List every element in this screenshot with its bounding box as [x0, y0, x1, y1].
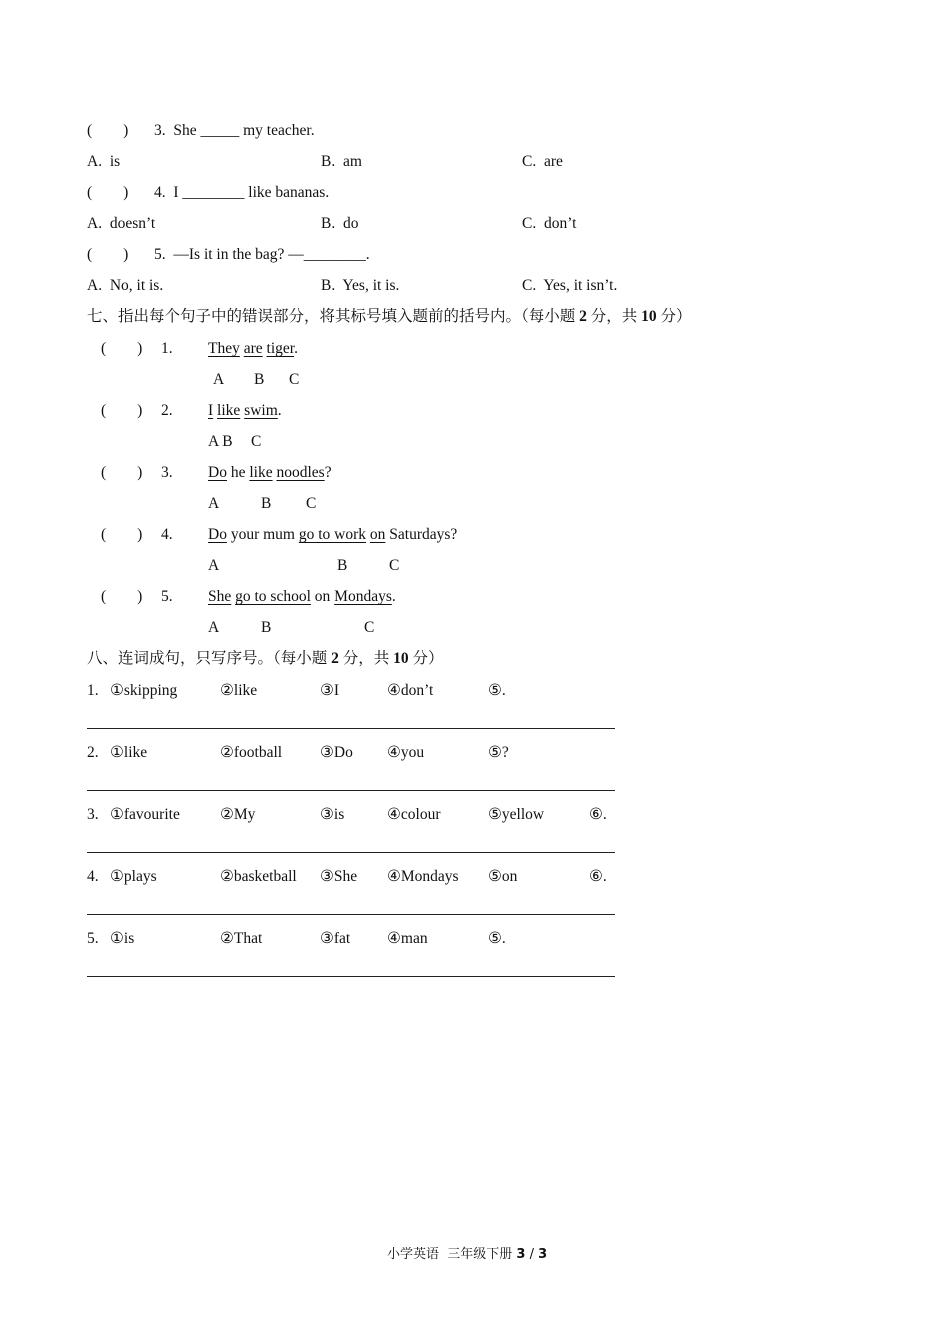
error-sentence	[208, 587, 396, 607]
part-letter: C	[289, 371, 300, 388]
word-chip: ③is	[320, 806, 345, 823]
question-number: 1.	[87, 682, 99, 699]
part-letter: C	[251, 433, 262, 450]
part-letter: A	[208, 619, 220, 636]
question-number: 1.	[161, 340, 173, 357]
word-chip: ④man	[387, 930, 428, 947]
sentence-text: he	[226, 464, 250, 481]
mc-q4-option-b: B. do	[321, 215, 359, 232]
part-letter: B	[254, 371, 265, 388]
answer-line[interactable]	[87, 976, 615, 977]
part-letter: B	[261, 619, 272, 636]
underlined-part: go to work	[298, 526, 367, 543]
question-number: 3.	[161, 464, 173, 481]
underlined-part: They	[208, 340, 240, 357]
error-sentence	[208, 463, 332, 483]
underlined-part: Mondays	[334, 588, 392, 605]
underlined-part: go to school	[235, 588, 311, 605]
part-letter: C	[364, 619, 375, 636]
word-chip: ④Mondays	[387, 868, 459, 885]
underlined-part: noodles	[276, 464, 325, 481]
answer-paren: ( )	[101, 340, 143, 357]
answer-line[interactable]	[87, 852, 615, 853]
mc-q3-option-b: B. am	[321, 153, 362, 170]
question-number: 3.	[87, 806, 99, 823]
sentence-text: on	[310, 588, 335, 605]
word-chip: ②That	[220, 930, 263, 947]
question-number: 2.	[87, 744, 99, 761]
word-chip: ④colour	[387, 806, 441, 823]
underlined-part: are	[243, 340, 263, 357]
word-chip: ⑤on	[488, 868, 518, 885]
underlined-part: I	[208, 402, 214, 419]
underlined-part: swim	[244, 402, 278, 419]
footer-page: 3	[516, 1247, 526, 1262]
footer-total: 3	[538, 1247, 548, 1262]
section8-title: 八、连词成句，只写序号。（每小题 2 分，共 10 分）	[87, 650, 444, 667]
mc-q5-option-c: C. Yes, it isn’t.	[522, 277, 618, 294]
mc-q5-stem: 5. —Is it in the bag? —________.	[154, 246, 370, 263]
answer-paren: ( )	[101, 588, 143, 605]
question-number: 4.	[87, 868, 99, 885]
word-chip: ③She	[320, 868, 358, 885]
mc-q4-stem: 4. I ________ like bananas.	[154, 184, 330, 201]
answer-line[interactable]	[87, 728, 615, 729]
word-chip: ②football	[220, 744, 283, 761]
underlined-part: Do	[208, 526, 227, 543]
footer-subject: 小学英语 三年级下册	[387, 1247, 517, 1262]
mc-q3-paren: ( )	[87, 122, 129, 139]
page-footer: 小学英语 三年级下册 3 / 3	[387, 1247, 548, 1262]
question-number: 5.	[161, 588, 173, 605]
underlined-part: like	[217, 402, 241, 419]
question-number: 2.	[161, 402, 173, 419]
word-chip: ①skipping	[110, 682, 178, 699]
part-letter: B	[337, 557, 348, 574]
word-chip: ③Do	[320, 744, 353, 761]
part-letter: A	[208, 557, 220, 574]
word-chip: ④you	[387, 744, 425, 761]
question-number: 5.	[87, 930, 99, 947]
section7-title: 七、指出每个句子中的错误部分，将其标号填入题前的括号内。（每小题 2 分，共 10 分）	[87, 308, 692, 325]
underlined-part: like	[249, 464, 273, 481]
error-sentence	[208, 401, 282, 421]
part-letter: B	[261, 495, 272, 512]
mc-q3-stem: 3. She _____ my teacher.	[154, 122, 315, 139]
part-letter: A	[213, 371, 225, 388]
word-chip: ⑥.	[589, 806, 607, 823]
sentence-text: .	[294, 340, 298, 357]
answer-line[interactable]	[87, 790, 615, 791]
word-chip: ③fat	[320, 930, 351, 947]
underlined-part: tiger	[266, 340, 295, 357]
part-letter: A	[208, 495, 220, 512]
word-chip: ③I	[320, 682, 340, 699]
part-letter: A B	[208, 433, 233, 450]
answer-paren: ( )	[101, 402, 143, 419]
sentence-text: your mum	[226, 526, 299, 543]
mc-q3-option-a: A. is	[87, 153, 121, 170]
mc-q4-paren: ( )	[87, 184, 129, 201]
sentence-text: .	[277, 402, 282, 419]
word-chip: ①is	[110, 930, 135, 947]
word-chip: ②basketball	[220, 868, 297, 885]
part-letter: C	[306, 495, 317, 512]
word-chip: ①like	[110, 744, 148, 761]
answer-line[interactable]	[87, 914, 615, 915]
word-chip: ④don’t	[387, 682, 434, 699]
sentence-text: ?	[324, 464, 332, 481]
mc-q4-option-c: C. don’t	[522, 215, 577, 232]
error-sentence	[208, 339, 298, 359]
word-chip: ①favourite	[110, 806, 180, 823]
word-chip: ①plays	[110, 868, 157, 885]
word-chip: ⑤?	[488, 744, 509, 761]
mc-q3-option-c: C. are	[522, 153, 563, 170]
underlined-part: on	[369, 526, 386, 543]
mc-q5-option-b: B. Yes, it is.	[321, 277, 400, 294]
mc-q4-option-a: A. doesn’t	[87, 215, 156, 232]
question-number: 4.	[161, 526, 173, 543]
word-chip: ⑤.	[488, 930, 506, 947]
underlined-part: Do	[208, 464, 227, 481]
answer-paren: ( )	[101, 464, 143, 481]
error-sentence	[208, 525, 457, 545]
word-chip: ②like	[220, 682, 258, 699]
word-chip: ⑥.	[589, 868, 607, 885]
sentence-text: .	[391, 588, 396, 605]
word-chip: ⑤.	[488, 682, 506, 699]
mc-q5-option-a: A. No, it is.	[87, 277, 164, 294]
mc-q5-paren: ( )	[87, 246, 129, 263]
word-chip: ②My	[220, 806, 256, 823]
underlined-part: She	[208, 588, 232, 605]
sentence-text: Saturdays?	[385, 526, 458, 543]
part-letter: C	[389, 557, 400, 574]
answer-paren: ( )	[101, 526, 143, 543]
word-chip: ⑤yellow	[488, 806, 545, 823]
